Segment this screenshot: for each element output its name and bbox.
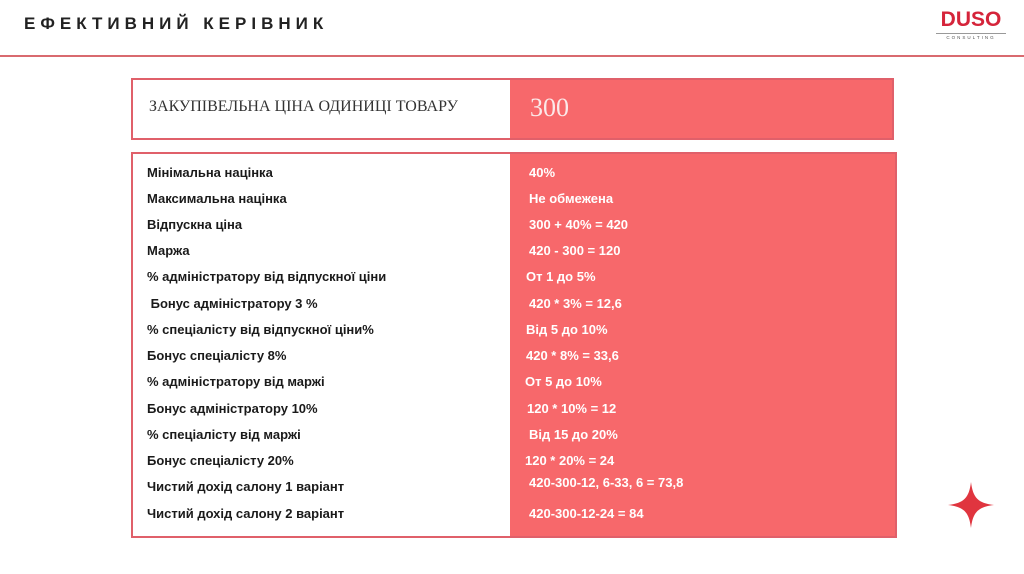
table-row bbox=[133, 369, 895, 395]
table-row bbox=[133, 186, 895, 212]
row-value: От 5 до 10% bbox=[525, 374, 602, 389]
purchase-price-box bbox=[131, 78, 894, 140]
row-label: Максимальна націнка bbox=[147, 191, 287, 206]
table-row bbox=[133, 238, 895, 264]
calculation-table bbox=[131, 152, 897, 538]
row-label: Бонус адміністратору 3 % bbox=[147, 296, 318, 311]
row-value: От 1 до 5% bbox=[526, 269, 596, 284]
duso-logo bbox=[936, 9, 1006, 40]
table-row bbox=[133, 160, 895, 186]
row-label: % адміністратору від відпускної ціни bbox=[147, 269, 387, 284]
row-value: 420 * 3% = 12,6 bbox=[529, 296, 622, 311]
table-row bbox=[133, 474, 895, 500]
row-value: Не обмежена bbox=[529, 191, 614, 206]
table-row bbox=[133, 317, 895, 343]
row-label: Мінімальна націнка bbox=[147, 165, 273, 180]
row-value: Від 15 до 20% bbox=[529, 427, 618, 442]
table-row bbox=[133, 291, 895, 317]
row-value: 120 * 20% = 24 bbox=[525, 453, 615, 468]
table-row bbox=[133, 396, 895, 422]
row-value: 40% bbox=[529, 165, 556, 180]
row-value: 300 + 40% = 420 bbox=[529, 217, 629, 232]
row-label: % спеціалісту від відпускної ціни% bbox=[147, 322, 374, 337]
table-row bbox=[133, 212, 895, 238]
row-label: Бонус адміністратору 10% bbox=[147, 401, 318, 416]
table-row bbox=[133, 448, 895, 474]
purchase-price-panel bbox=[510, 80, 892, 138]
header-divider bbox=[0, 55, 1024, 57]
row-value: 420 * 8% = 33,6 bbox=[526, 348, 619, 363]
table-row bbox=[133, 264, 895, 290]
row-value: Від 5 до 10% bbox=[526, 322, 608, 337]
row-value: 420-300-12-24 = 84 bbox=[529, 506, 644, 521]
table-row bbox=[133, 501, 895, 527]
row-label: Чистий дохід салону 2 варіант bbox=[147, 506, 345, 521]
page-title: ЕФЕКТИВНИЙ КЕРІВНИК bbox=[24, 14, 329, 33]
logo-subtitle: CONSULTING bbox=[936, 33, 1006, 40]
row-value: 420 - 300 = 120 bbox=[529, 243, 621, 258]
row-label: % адміністратору від маржі bbox=[147, 374, 325, 389]
row-label: Відпускна ціна bbox=[147, 217, 243, 232]
row-value: 120 * 10% = 12 bbox=[527, 401, 617, 416]
row-label: % спеціалісту від маржі bbox=[147, 427, 301, 442]
table-row bbox=[133, 343, 895, 369]
purchase-price-value: 300 bbox=[530, 93, 569, 122]
row-label: Бонус спеціалісту 8% bbox=[147, 348, 287, 363]
purchase-price-label: ЗАКУПІВЕЛЬНА ЦІНА ОДИНИЦІ ТОВАРУ bbox=[149, 98, 458, 115]
logo-text: DUSO bbox=[940, 8, 1002, 31]
row-value: 420-300-12, 6-33, 6 = 73,8 bbox=[529, 475, 684, 490]
row-label: Чистий дохід салону 1 варіант bbox=[147, 479, 345, 494]
sparkle-star-icon bbox=[946, 480, 996, 530]
row-label: Маржа bbox=[147, 243, 190, 258]
table-row bbox=[133, 422, 895, 448]
row-label: Бонус спеціалісту 20% bbox=[147, 453, 294, 468]
